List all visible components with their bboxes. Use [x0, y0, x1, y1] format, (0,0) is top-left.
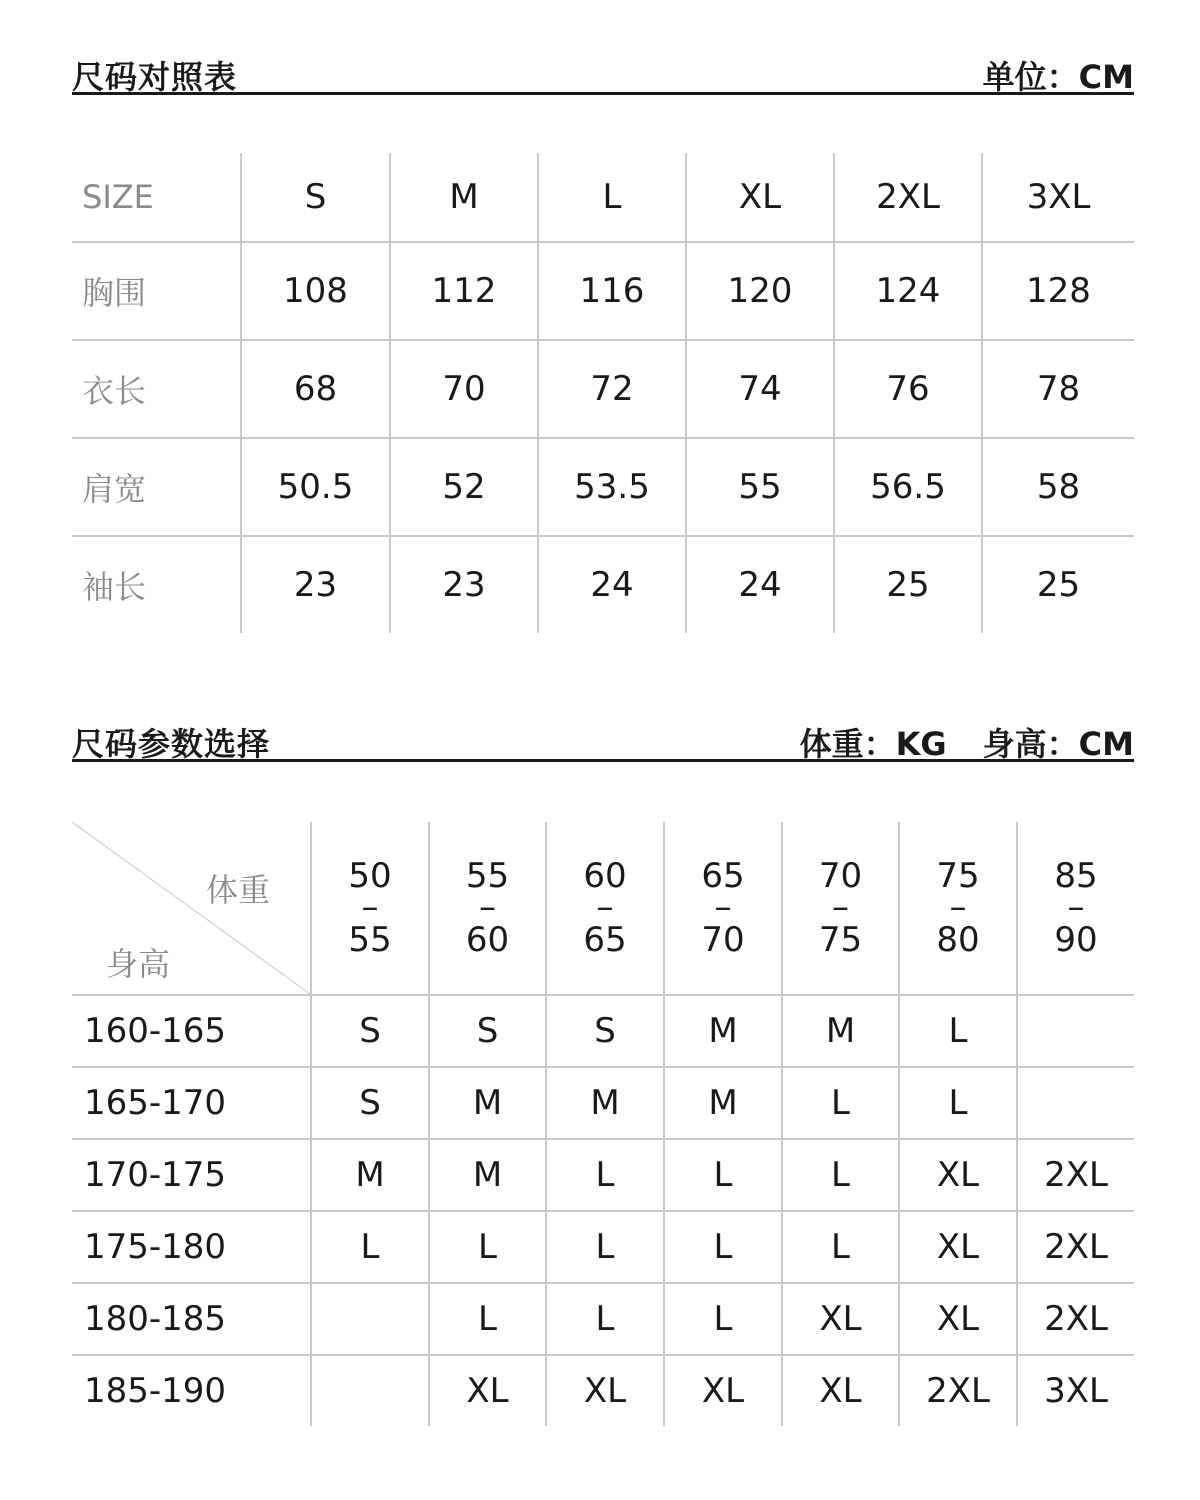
recommended-size: S	[311, 995, 429, 1067]
size-col-xl: XL	[686, 153, 834, 242]
measure-value: 23	[390, 536, 538, 633]
recommended-size: L	[899, 995, 1017, 1067]
range-separator: –	[361, 887, 379, 927]
height-range-label: 170-175	[72, 1139, 311, 1211]
weight-from: 55	[465, 855, 510, 896]
range-separator: –	[832, 887, 849, 927]
measure-value: 55	[686, 438, 834, 536]
recommended-size: M	[782, 995, 899, 1067]
measure-value: 52	[390, 438, 538, 536]
range-separator: –	[1067, 887, 1085, 927]
recommended-size: M	[429, 1067, 546, 1139]
measure-label: 袖长	[72, 536, 241, 633]
measure-value: 25	[834, 536, 982, 633]
height-row	[72, 1067, 1134, 1139]
height-row	[72, 1139, 1134, 1211]
recommended-size: XL	[899, 1211, 1017, 1283]
weight-unit: 体重：KG	[799, 725, 947, 763]
height-row	[72, 1355, 1134, 1426]
range-separator: –	[949, 887, 967, 927]
recommended-size: XL	[782, 1355, 899, 1426]
weight-to: 65	[583, 920, 627, 960]
weight-header-row	[72, 822, 1134, 995]
range-separator: –	[596, 887, 614, 927]
height-row	[72, 1211, 1134, 1283]
recommended-size	[311, 1355, 429, 1426]
range-separator: –	[714, 887, 732, 927]
measure-value: 116	[538, 242, 686, 340]
measure-value: 53.5	[538, 438, 686, 536]
measure-value: 25	[982, 536, 1134, 633]
measure-value: 23	[241, 536, 390, 633]
recommended-size: M	[664, 995, 782, 1067]
size-selector-units	[800, 719, 1134, 765]
measure-value: 68	[241, 340, 390, 438]
size-chart-header	[72, 52, 1134, 95]
weight-to: 75	[818, 920, 863, 960]
size-col-m: M	[390, 153, 538, 242]
height-range-label: 165-170	[72, 1067, 311, 1139]
weight-from: 50	[348, 855, 392, 896]
recommended-size: L	[429, 1211, 546, 1283]
recommended-size: XL	[546, 1355, 664, 1426]
height-row	[72, 1283, 1134, 1355]
measure-value: 58	[982, 438, 1134, 536]
measure-value: 124	[834, 242, 982, 340]
size-header-label: SIZE	[72, 153, 241, 242]
size-selector-table	[72, 822, 1134, 1426]
recommended-size: L	[311, 1211, 429, 1283]
weight-from: 65	[701, 855, 745, 896]
weight-range	[1017, 822, 1134, 995]
measure-value: 74	[686, 340, 834, 438]
recommended-size: XL	[899, 1283, 1017, 1355]
measure-value: 120	[686, 242, 834, 340]
size-selector-title: 尺码参数选择	[72, 725, 271, 763]
recommended-size: S	[546, 995, 664, 1067]
weight-range	[782, 822, 899, 995]
measure-row-sleeve	[72, 536, 1134, 633]
size-col-l: L	[538, 153, 686, 242]
recommended-size: 2XL	[899, 1355, 1017, 1426]
measure-row-chest	[72, 242, 1134, 340]
height-range-label: 180-185	[72, 1283, 311, 1355]
recommended-size: L	[546, 1139, 664, 1211]
weight-from: 60	[583, 855, 627, 896]
measure-row-shoulder	[72, 438, 1134, 536]
weight-range	[664, 822, 782, 995]
recommended-size: L	[664, 1139, 782, 1211]
weight-from: 85	[1054, 855, 1098, 896]
recommended-size: S	[311, 1067, 429, 1139]
recommended-size: L	[664, 1283, 782, 1355]
height-row	[72, 995, 1134, 1067]
recommended-size: M	[429, 1139, 546, 1211]
corner-cell	[72, 822, 311, 995]
measure-value: 50.5	[241, 438, 390, 536]
height-range-label: 175-180	[72, 1211, 311, 1283]
recommended-size: L	[782, 1139, 899, 1211]
recommended-size: M	[311, 1139, 429, 1211]
measure-value: 128	[982, 242, 1134, 340]
weight-to: 90	[1054, 920, 1098, 960]
recommended-size: 2XL	[1017, 1283, 1134, 1355]
recommended-size: 2XL	[1017, 1211, 1134, 1283]
measure-label: 胸围	[72, 242, 241, 340]
recommended-size: L	[899, 1067, 1017, 1139]
weight-range	[546, 822, 664, 995]
measure-value: 24	[686, 536, 834, 633]
size-chart-table	[72, 153, 1134, 633]
size-col-3xl: 3XL	[1026, 177, 1091, 217]
corner-weight-label: 体重	[205, 871, 270, 909]
recommended-size: XL	[429, 1355, 546, 1426]
recommended-size: 3XL	[1017, 1355, 1134, 1426]
recommended-size: XL	[664, 1355, 782, 1426]
size-header-row	[72, 153, 1134, 242]
size-col-s: S	[241, 153, 390, 242]
measure-value: 70	[390, 340, 538, 438]
height-range-label: 160-165	[72, 995, 311, 1067]
weight-from: 75	[936, 855, 980, 896]
measure-value: 108	[241, 242, 390, 340]
measure-value: 24	[538, 536, 686, 633]
size-selector-header	[72, 719, 1134, 762]
weight-range	[429, 822, 546, 995]
measure-value: 56.5	[834, 438, 982, 536]
weight-range	[899, 822, 1017, 995]
weight-to: 55	[348, 920, 392, 960]
weight-to: 70	[701, 920, 745, 960]
recommended-size: L	[782, 1211, 899, 1283]
corner-height-label: 身高	[106, 945, 171, 983]
recommended-size: L	[664, 1211, 782, 1283]
recommended-size	[311, 1283, 429, 1355]
recommended-size	[1017, 995, 1134, 1067]
size-chart-unit: 单位：CM	[982, 58, 1134, 96]
recommended-size: 2XL	[1017, 1139, 1134, 1211]
measure-value: 72	[538, 340, 686, 438]
height-unit: 身高：CM	[982, 725, 1134, 763]
weight-range	[311, 822, 429, 995]
weight-to: 80	[936, 920, 980, 960]
weight-from: 70	[818, 855, 863, 896]
measure-value: 78	[982, 340, 1134, 438]
height-range-label: 185-190	[72, 1355, 311, 1426]
measure-label: 衣长	[72, 340, 241, 438]
recommended-size: M	[664, 1067, 782, 1139]
measure-value: 76	[834, 340, 982, 438]
measure-label: 肩宽	[72, 438, 241, 536]
measure-value: 112	[390, 242, 538, 340]
recommended-size: L	[782, 1067, 899, 1139]
size-chart-title: 尺码对照表	[72, 58, 238, 96]
recommended-size: XL	[899, 1139, 1017, 1211]
recommended-size: M	[546, 1067, 664, 1139]
recommended-size: L	[546, 1283, 664, 1355]
recommended-size: L	[546, 1211, 664, 1283]
recommended-size: S	[429, 995, 546, 1067]
recommended-size	[1017, 1067, 1134, 1139]
weight-to: 60	[465, 920, 510, 960]
recommended-size: L	[429, 1283, 546, 1355]
size-col-2xl: 2XL	[834, 153, 982, 242]
measure-row-length	[72, 340, 1134, 438]
recommended-size: XL	[782, 1283, 899, 1355]
range-separator: –	[479, 887, 496, 927]
